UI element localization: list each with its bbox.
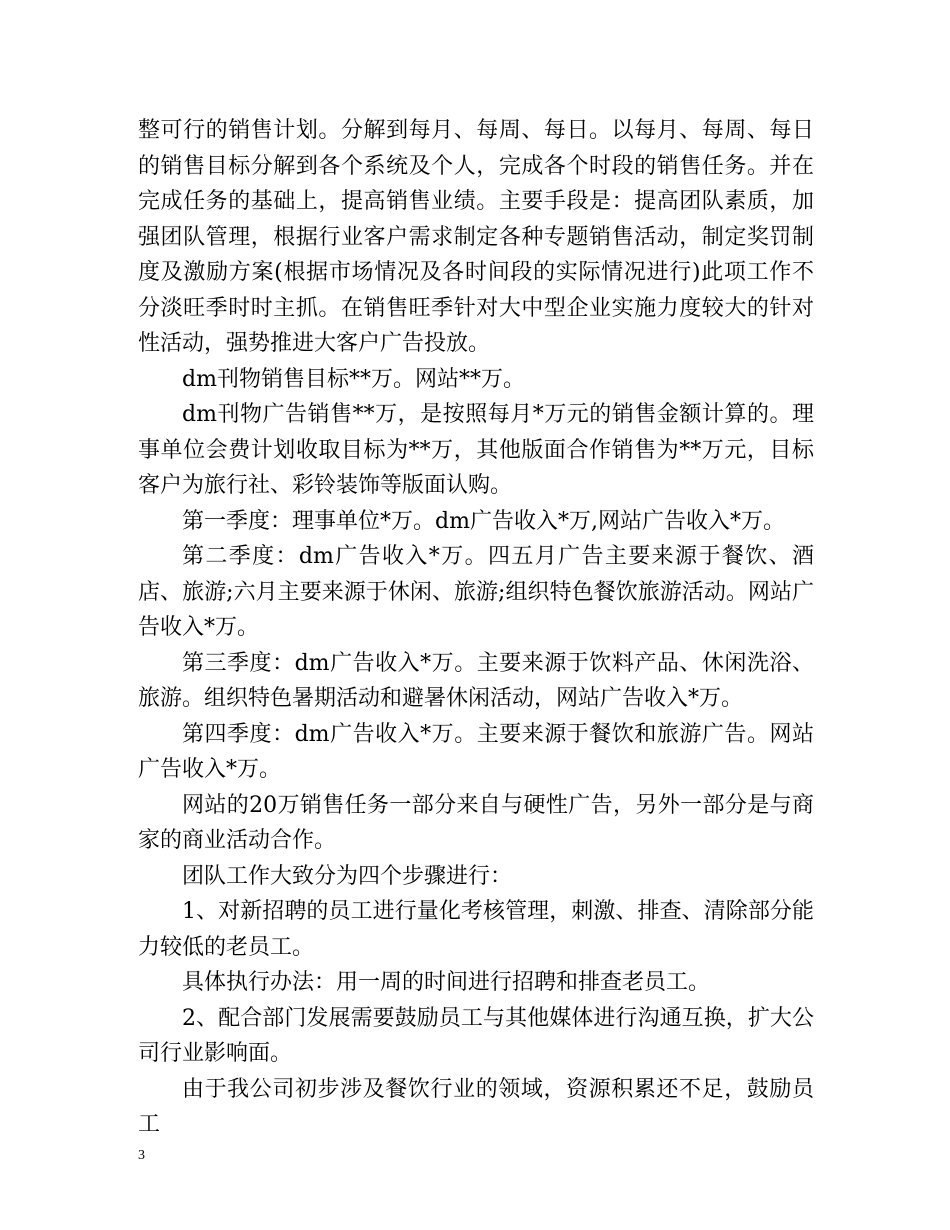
paragraph-q3: 第三季度：dm广告收入*万。主要来源于饮料产品、休闲洗浴、旅游。组织特色暑期活动和避暑休闲活动，网站广告收入*万。 [138,650,814,711]
paragraph-step-2: 2、配合部门发展需要鼓励员工与其他媒体进行沟通互换，扩大公司行业影响面。 [138,1005,814,1066]
document-body [138,113,814,1143]
paragraph-q2: 第二季度：dm广告收入*万。四五月广告主要来源于餐饮、酒店、旅游;六月主要来源于休闲、旅游;组织特色餐饮旅游活动。网站广告收入*万。 [138,544,814,640]
page-number: 3 [138,1148,145,1163]
paragraph-step-1: 1、对新招聘的员工进行量化考核管理，刺激、排查、清除部分能力较低的老员工。 [138,899,814,960]
paragraph-team-steps: 团队工作大致分为四个步骤进行： [182,863,513,889]
paragraph-step-1-method: 具体执行办法：用一周的时间进行招聘和排查老员工。 [182,970,711,995]
paragraph-dm-ad-sales: dm刊物广告销售**万，是按照每月*万元的销售金额计算的。理事单位会费计划收取目标为**万，其他版面合作销售为**万元，目标客户为旅行社、彩铃装饰等版面认购。 [138,402,814,498]
paragraph-q1: 第一季度：理事单位*万。dm广告收入*万,网站广告收入*万。 [182,508,785,534]
paragraph-q4: 第四季度：dm广告收入*万。主要来源于餐饮和旅游广告。网站广告收入*万。 [138,721,814,782]
paragraph-dm-sales-target: dm刊物销售目标**万。网站**万。 [182,366,525,392]
paragraph-continuation: 整可行的销售计划。分解到每月、每周、每日。以每月、每周、每日的销售目标分解到各个系统及个人，完成各个时段的销售任务。并在完成任务的基础上，提高销售业绩。主要手段是：提高团队素质，加强团队管理，根据行业客户需求制定各种专题销售活动，制定奖罚制度及激励方案(根据市场情况及各时间段的实际情况进行)此项工作不分淡旺季时时主抓。在销售旺季针对大中型企业实施力度较大的针对性活动，强势推进大客户广告投放。 [138,118,814,356]
paragraph-step-2-reason: 由于我公司初步涉及餐饮行业的领域，资源积累还不足，鼓励员工 [138,1076,814,1137]
paragraph-website-task: 网站的20万销售任务一部分来自与硬性广告，另外一部分是与商家的商业活动合作。 [138,792,814,853]
